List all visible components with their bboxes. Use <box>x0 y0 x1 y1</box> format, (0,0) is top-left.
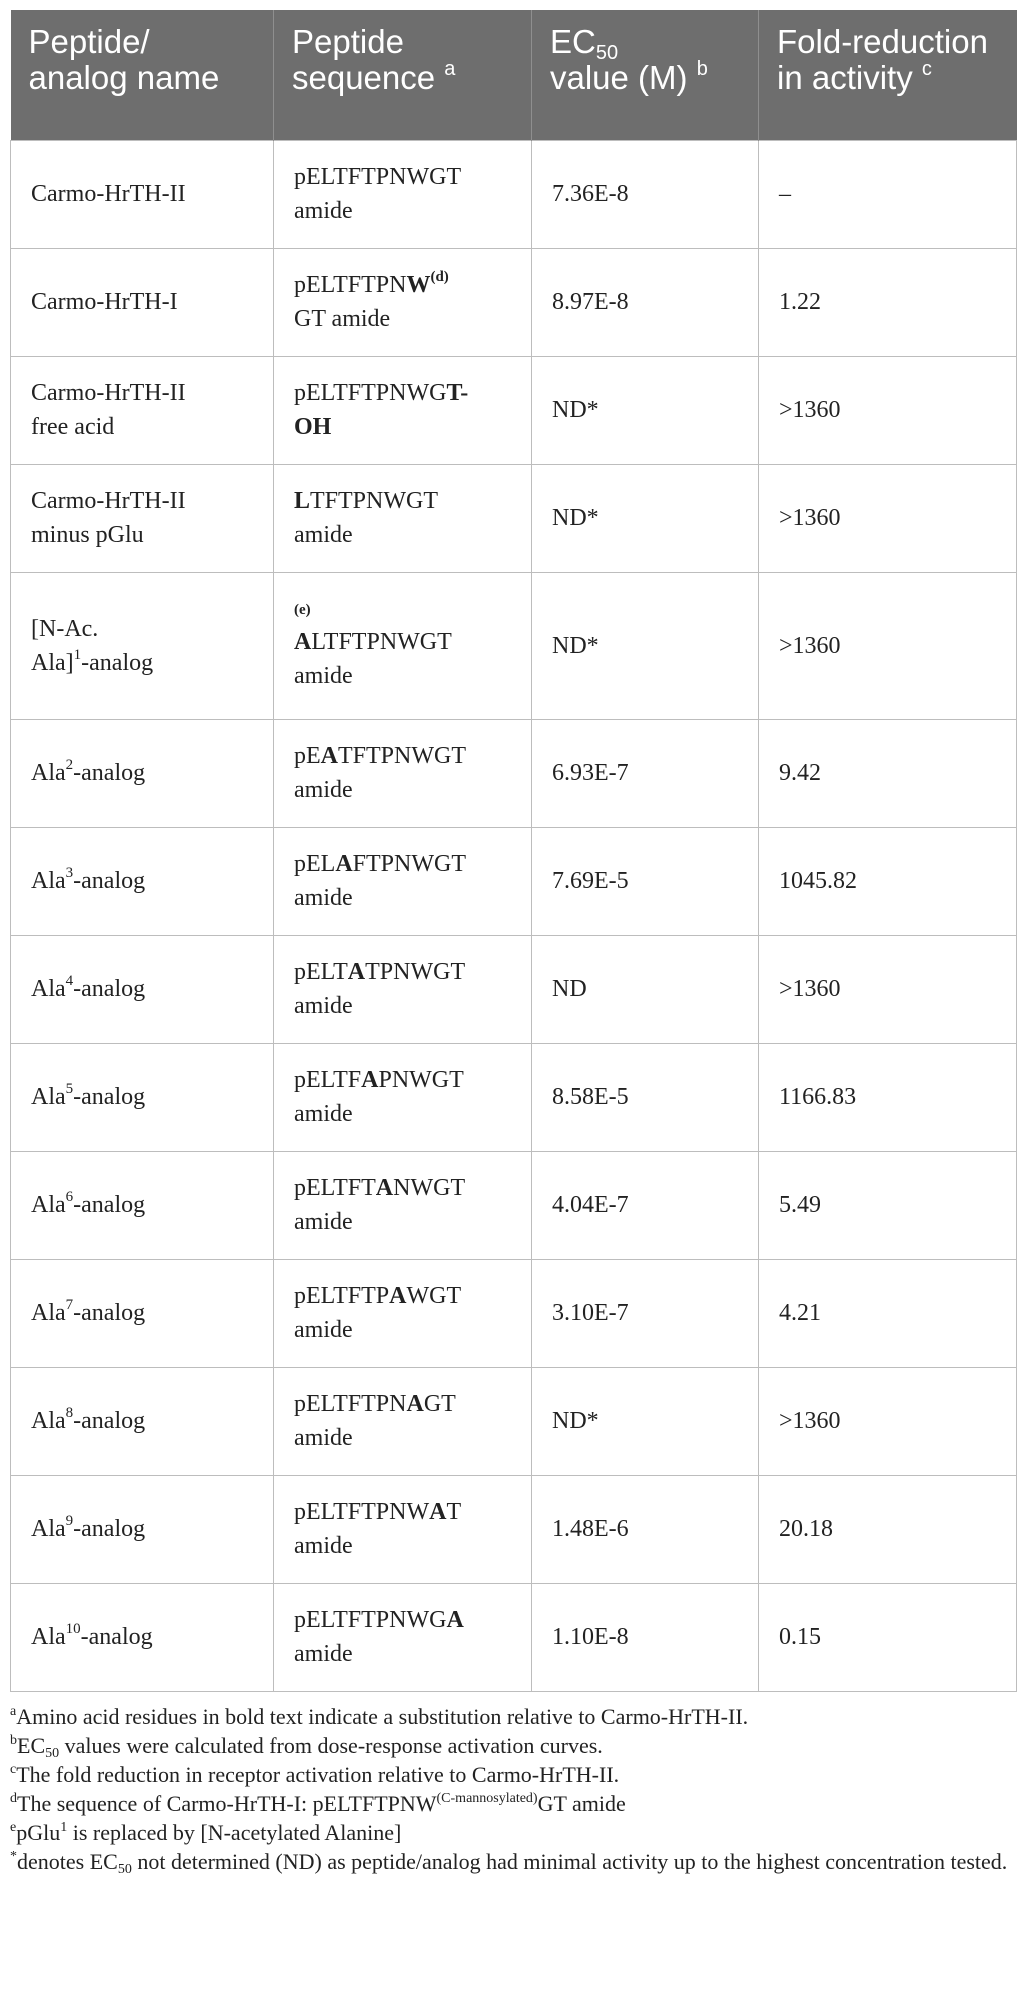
peptide-sequence-cell: pELTFTANWGT amide <box>274 1151 532 1259</box>
ec50-cell: ND* <box>532 572 759 719</box>
footnote-c: $^c$The fold reduction in receptor activation relative to Carmo-HrTH-II. <box>10 1761 620 1787</box>
footnote-d: $^d$The sequence of Carmo-HrTH-I: pELTFTPNW$^{(C-mannosylated)}$GT amide <box>10 1790 626 1816</box>
peptide-name-cell: Ala$^4$-analog <box>11 935 274 1043</box>
fold-reduction-cell: >1360 <box>759 356 1017 464</box>
peptide-sequence-cell: pEATFTPNWGT amide <box>274 719 532 827</box>
peptide-name-cell: Ala$^8$-analog <box>11 1367 274 1475</box>
peptide-name-cell: Carmo-HrTH-II free acid <box>11 356 274 464</box>
header-fold-reduction: Fold-reduction in activity $^c$ <box>759 10 1017 140</box>
peptide-name-cell: Carmo-HrTH-II <box>11 140 274 248</box>
fold-reduction-cell: 20.18 <box>759 1475 1017 1583</box>
peptide-name-cell: Ala$^7$-analog <box>11 1259 274 1367</box>
peptide-name-cell: Ala$^2$-analog <box>11 719 274 827</box>
peptide-sequence-cell: pELTFTPNWGT- OH <box>274 356 532 464</box>
peptide-name-cell: Carmo-HrTH-I <box>11 248 274 356</box>
ec50-cell: 1.10E-8 <box>532 1583 759 1691</box>
peptide-sequence-cell: pELTFAPNWGT amide <box>274 1043 532 1151</box>
fold-reduction-cell: 0.15 <box>759 1583 1017 1691</box>
ec50-cell: 1.48E-6 <box>532 1475 759 1583</box>
peptide-sequence-cell: pELTFTPNWAT amide <box>274 1475 532 1583</box>
peptide-sequence-cell: pELTFTPNWGT amide <box>274 140 532 248</box>
peptide-sequence-cell: LTFTPNWGT amide <box>274 464 532 572</box>
fold-reduction-cell: 4.21 <box>759 1259 1017 1367</box>
peptide-name-cell: [N-Ac. Ala]$^1$-analog <box>11 572 274 719</box>
ec50-cell: 8.97E-8 <box>532 248 759 356</box>
ec50-cell: 7.69E-5 <box>532 827 759 935</box>
ec50-cell: 8.58E-5 <box>532 1043 759 1151</box>
table-row <box>11 1151 1017 1259</box>
table-row <box>11 572 1017 719</box>
footnote-e: $^e$pGlu$^1$ is replaced by [N-acetylated Alanine] <box>10 1819 402 1845</box>
fold-reduction-cell: >1360 <box>759 572 1017 719</box>
ec50-cell: 6.93E-7 <box>532 719 759 827</box>
peptide-name-cell: Ala$^{10}$-analog <box>11 1583 274 1691</box>
ec50-cell: ND* <box>532 356 759 464</box>
peptide-name-cell: Ala$^3$-analog <box>11 827 274 935</box>
table-row <box>11 248 1017 356</box>
table-row <box>11 356 1017 464</box>
peptide-sequence-cell: pELTFTPNWGA amide <box>274 1583 532 1691</box>
table-row <box>11 935 1017 1043</box>
table-row <box>11 1043 1017 1151</box>
fold-reduction-cell: 5.49 <box>759 1151 1017 1259</box>
fold-reduction-cell: >1360 <box>759 935 1017 1043</box>
peptide-sequence-cell: pELAFTPNWGT amide <box>274 827 532 935</box>
peptide-sequence-cell: (e) ALTFTPNWGT amide <box>274 572 532 719</box>
fold-reduction-cell: 1045.82 <box>759 827 1017 935</box>
peptide-name-cell: Ala$^9$-analog <box>11 1475 274 1583</box>
ec50-cell: 7.36E-8 <box>532 140 759 248</box>
fold-reduction-cell: 9.42 <box>759 719 1017 827</box>
ec50-cell: 3.10E-7 <box>532 1259 759 1367</box>
table-row <box>11 827 1017 935</box>
table-footnotes <box>10 1702 1016 1876</box>
peptide-name-cell: Carmo-HrTH-II minus pGlu <box>11 464 274 572</box>
peptide-sequence-cell: pELTFTPNAGT amide <box>274 1367 532 1475</box>
peptide-name-cell: Ala$^6$-analog <box>11 1151 274 1259</box>
footnote-a: $^a$Amino acid residues in bold text indicate a substitution relative to Carmo-HrTH-II. <box>10 1703 749 1729</box>
table-row <box>11 140 1017 248</box>
fold-reduction-cell: 1166.83 <box>759 1043 1017 1151</box>
footnote-b: $^bEC_{50}$ values were calculated from dose-response activation curves. <box>10 1732 603 1761</box>
peptide-sequence-cell: pELTATPNWGT amide <box>274 935 532 1043</box>
fold-reduction-cell: >1360 <box>759 1367 1017 1475</box>
table-row <box>11 464 1017 572</box>
peptide-sequence-cell: pELTFTPAWGT amide <box>274 1259 532 1367</box>
peptide-activity-table <box>10 10 1017 1692</box>
fold-reduction-cell: >1360 <box>759 464 1017 572</box>
ec50-cell: ND* <box>532 464 759 572</box>
fold-reduction-cell: – <box>759 140 1017 248</box>
table-container <box>10 10 1016 1876</box>
table-row <box>11 719 1017 827</box>
header-ec50-value: $EC_{50}$ value (M) $^b$ <box>532 10 759 140</box>
ec50-cell: ND <box>532 935 759 1043</box>
footnote-star: *denotes $EC_{50}$ not determined (ND) as peptide/analog had minimal activity up to the highest concentration tested. <box>10 1848 1008 1877</box>
ec50-cell: 4.04E-7 <box>532 1151 759 1259</box>
table-row <box>11 1259 1017 1367</box>
table-row <box>11 1367 1017 1475</box>
header-row <box>11 10 1017 140</box>
header-peptide-name: Peptide/ analog name <box>11 10 274 140</box>
header-peptide-sequence: Peptide sequence $^a$ <box>274 10 532 140</box>
peptide-sequence-cell: pELTFTPNW$^{(d)}$ GT amide <box>274 248 532 356</box>
table-row <box>11 1475 1017 1583</box>
peptide-name-cell: Ala$^5$-analog <box>11 1043 274 1151</box>
fold-reduction-cell: 1.22 <box>759 248 1017 356</box>
table-row <box>11 1583 1017 1691</box>
ec50-cell: ND* <box>532 1367 759 1475</box>
